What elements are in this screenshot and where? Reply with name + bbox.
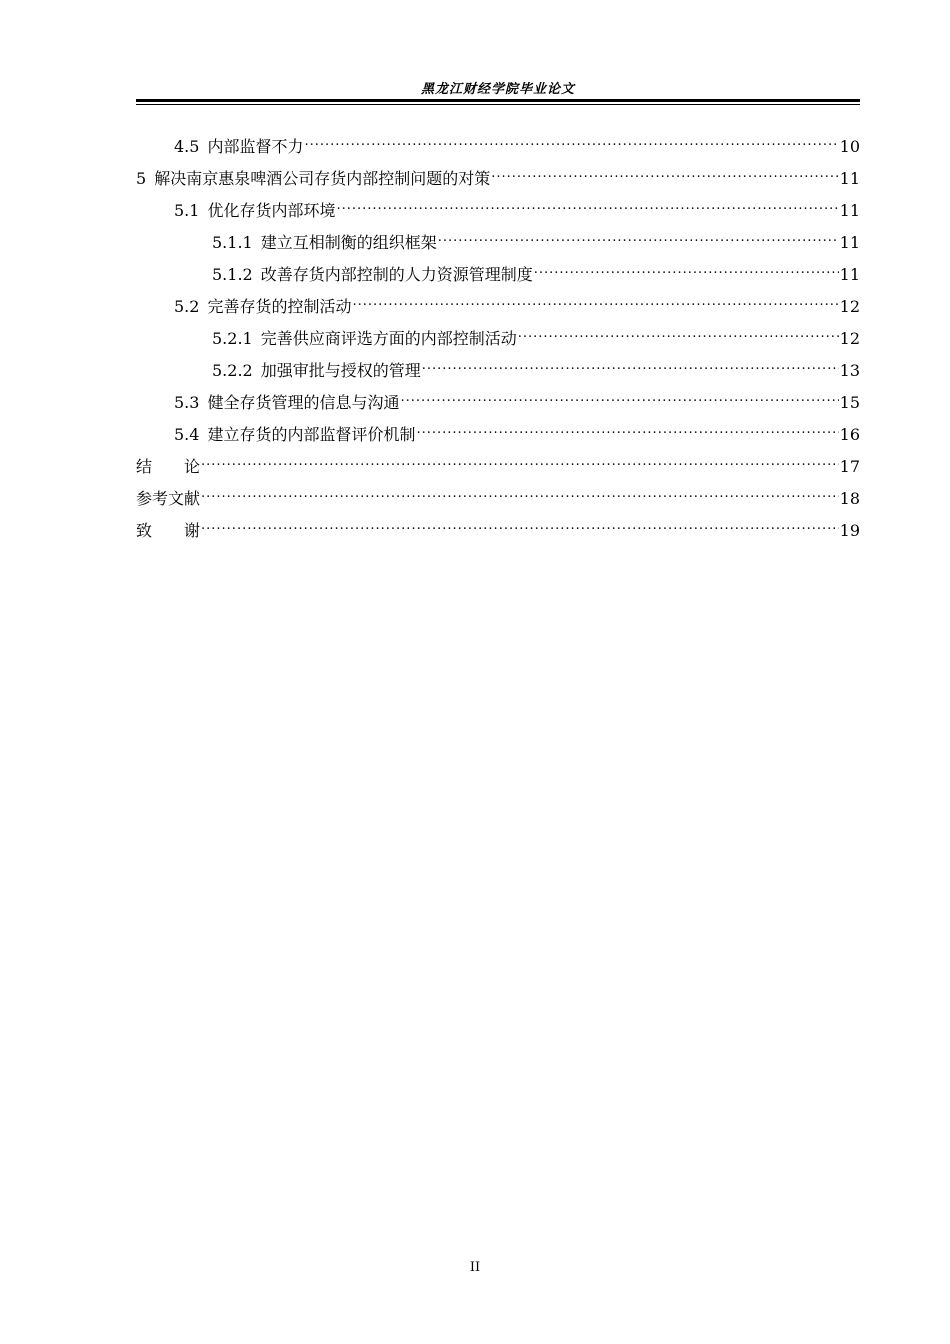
toc-title: 致 谢: [136, 521, 201, 540]
toc-page-number: 12: [839, 297, 860, 316]
toc-title: 建立互相制衡的组织框架: [260, 233, 437, 252]
toc-leader: [518, 312, 839, 344]
toc-number: 5.2.1: [212, 329, 253, 348]
toc-leader: [201, 472, 839, 504]
header-rule-thin: [136, 104, 860, 105]
toc-entry-references[interactable]: [136, 472, 860, 508]
toc-number: 5.1.2: [212, 265, 253, 284]
toc-page-number: 10: [839, 137, 860, 156]
toc-leader: [201, 440, 839, 472]
toc-leader: [422, 344, 839, 376]
toc-number: 5.1.1: [212, 233, 253, 252]
toc-number: 5.2.2: [212, 361, 253, 380]
toc-page-number: 12: [839, 329, 860, 348]
toc-number: 5: [136, 169, 147, 188]
toc-page-number: 11: [839, 233, 860, 252]
header-rule-thick: [136, 99, 860, 102]
toc-leader: [534, 248, 839, 280]
toc-title: 完善存货的控制活动: [207, 297, 352, 316]
toc-entry[interactable]: [136, 120, 860, 156]
toc-leader: [352, 280, 838, 312]
toc-page-number: 16: [839, 425, 860, 444]
toc-page-number: 11: [839, 265, 860, 284]
toc-leader: [438, 216, 839, 248]
toc-page-number: 15: [839, 393, 860, 412]
toc-page-number: 11: [839, 169, 860, 188]
toc-title: 内部监督不力: [207, 137, 304, 156]
toc-title: 健全存货管理的信息与沟通: [207, 393, 400, 412]
toc-leader: [201, 504, 839, 536]
toc-number: 5.2: [174, 297, 200, 316]
toc-page-number: 18: [839, 489, 860, 508]
toc-title: 参考文献: [136, 489, 201, 508]
toc-title: 解决南京惠泉啤酒公司存货内部控制问题的对策: [154, 169, 491, 188]
toc-entry-acknowledgements[interactable]: [136, 504, 860, 540]
toc-number: 5.4: [174, 425, 200, 444]
toc-title: 改善存货内部控制的人力资源管理制度: [260, 265, 533, 284]
toc-page-number: 13: [839, 361, 860, 380]
toc-leader: [336, 184, 838, 216]
table-of-contents: [136, 120, 860, 540]
toc-number: 5.1: [174, 201, 200, 220]
toc-title: 优化存货内部环境: [207, 201, 336, 220]
toc-leader: [400, 376, 838, 408]
toc-title: 建立存货的内部监督评价机制: [207, 425, 416, 444]
toc-leader: [491, 152, 838, 184]
toc-page-number: 11: [839, 201, 860, 220]
toc-page-number: 17: [839, 457, 860, 476]
page-number: II: [469, 1260, 481, 1275]
page-header: 黑龙江财经学院毕业论文: [420, 82, 575, 97]
toc-number: 5.3: [174, 393, 200, 412]
toc-leader: [416, 408, 838, 440]
toc-number: 4.5: [174, 137, 200, 156]
toc-entry-conclusion[interactable]: [136, 440, 860, 476]
toc-title: 完善供应商评选方面的内部控制活动: [260, 329, 517, 348]
toc-title: 加强审批与授权的管理: [260, 361, 421, 380]
toc-title: 结 论: [136, 457, 201, 476]
toc-leader: [304, 120, 838, 152]
toc-page-number: 19: [839, 521, 860, 540]
